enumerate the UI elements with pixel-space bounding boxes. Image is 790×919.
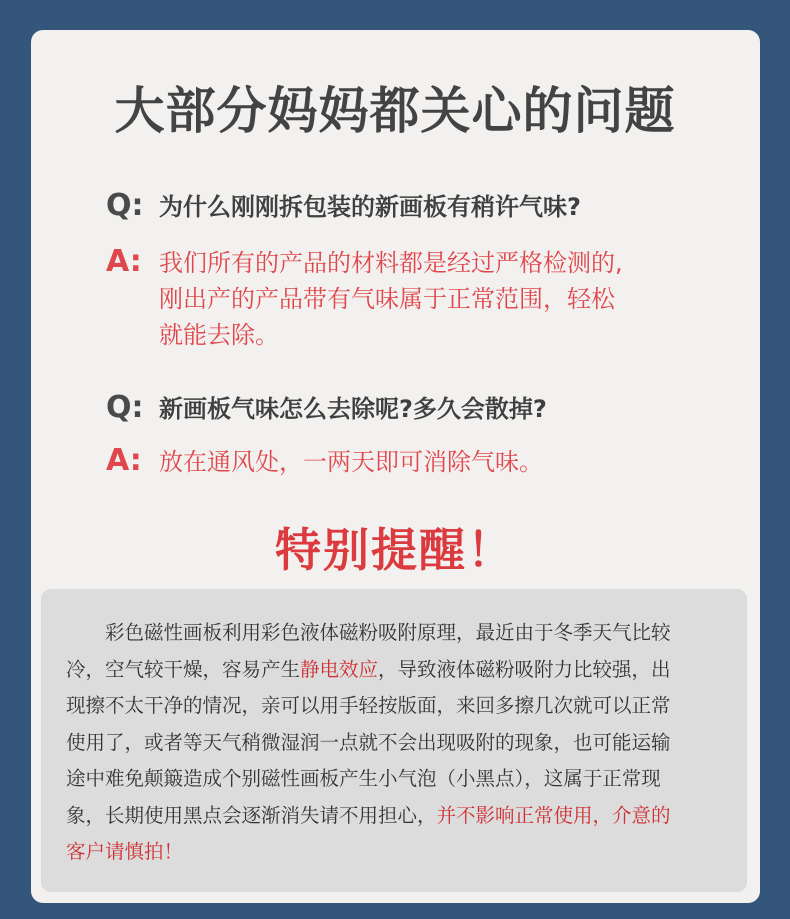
notice-line: 使用了，或者等天气稍微湿润一点就不会出现吸附的现象，也可能运输 [66,730,671,754]
question-1-text: 为什么刚刚拆包装的新画板有稍许气味? [159,193,581,221]
question-2-text: 新画板气味怎么去除呢?多久会散掉? [159,395,547,423]
notice-line: 象，长期使用黑点会逐渐消失请不用担心， [66,803,437,827]
notice-line: 途中难免颠簸造成个别磁性画板产生小气泡（小黑点），这属于正常现 [66,767,661,790]
answer-1-text [159,245,719,353]
answer-2-text [159,444,719,480]
question-2-prefix: Q: [106,390,144,425]
answer-2-line: 放在通风处，一两天即可消除气味。 [159,448,543,476]
notice-line: 彩色磁性画板利用彩色液体磁粉吸附原理，最近由于冬季天气比较 [105,621,671,644]
notice-line: 现擦不太干净的情况，亲可以用手轻按版面，来回多擦几次就可以正常 [66,694,671,717]
answer-1-line: 就能去除。 [159,321,279,349]
notice-highlight-warning: 客户请慎拍！ [66,840,184,863]
question-1-prefix: Q: [106,188,144,223]
special-reminder-heading: 特别提醒！ [275,523,515,577]
answer-2-prefix: A: [106,443,142,478]
notice-line: 冷，空气较干燥，容易产生 [66,657,301,681]
answer-1-line: 我们所有的产品的材料都是经过严格检测的, [159,249,623,277]
notice-box [41,589,747,892]
answer-1-line: 刚出产的产品带有气味属于正常范围，轻松 [159,285,615,313]
notice-line: ，导致液体磁粉吸附力比较强，出 [378,657,671,681]
answer-1-prefix: A: [106,244,142,279]
notice-highlight-static: 静电效应 [300,657,379,681]
page-title: 大部分妈妈都关心的问题 [114,82,676,140]
notice-text [66,615,726,871]
notice-highlight-warning: 并不影响正常使用，介意的 [436,803,671,827]
